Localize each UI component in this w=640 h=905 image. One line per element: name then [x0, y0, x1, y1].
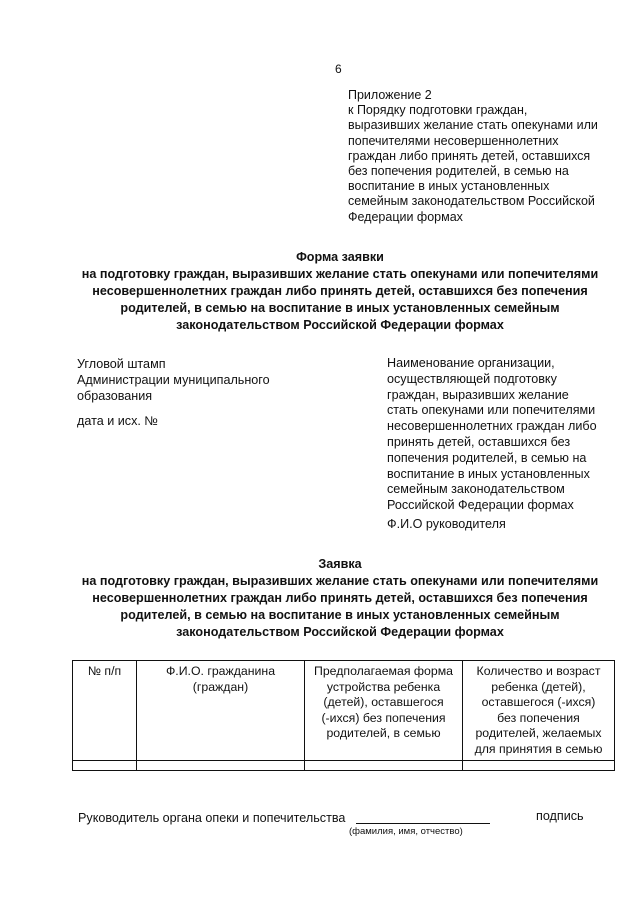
column-header-placement-form: Предполагаемая форма устройства ребенка (детей), оставшегося (-ихся) без попечения родителей, в семью [305, 661, 463, 761]
sender-line: образования [77, 389, 153, 403]
column-header-children-count-age: Количество и возраст ребенка (детей), оставшегося (-ихся) без попечения родителей, желаемых для принятия в семью [463, 661, 615, 761]
recipient-line: несовершеннолетних граждан либо [387, 419, 597, 434]
appendix-line: попечителями несовершеннолетних [348, 133, 559, 148]
recipient-line: воспитание в иных установленных [387, 466, 590, 481]
sender-line: Угловой штамп [77, 357, 166, 371]
appendix-line: выразивших желание стать опекунами или [348, 118, 598, 133]
appendix-line: к Порядку подготовки граждан, [348, 103, 528, 118]
form-title-line: Форма заявки [296, 250, 384, 264]
appendix-line: граждан либо принять детей, оставшихся [348, 148, 591, 163]
sender-line: Администрации муниципального [77, 373, 270, 387]
application-title-line: несовершеннолетних граждан либо принять детей, оставшихся без попечения [92, 591, 588, 605]
table-cell[interactable] [137, 761, 305, 771]
form-title-line: законодательством Российской Федерации формах [176, 318, 504, 332]
table-cell[interactable] [463, 761, 615, 771]
application-title-line: родителей, в семью на воспитание в иных установленных семейным [120, 608, 560, 622]
sender-stamp-block [77, 356, 270, 404]
application-title-line: законодательством Российской Федерации формах [176, 625, 504, 639]
form-title-line: несовершеннолетних граждан либо принять детей, оставшихся без попечения [92, 284, 588, 298]
table-cell[interactable] [305, 761, 463, 771]
appendix-line: без попечения родителей, в семью на [348, 164, 569, 179]
page-number: 6 [335, 62, 342, 76]
application-title-line: на подготовку граждан, выразивших желание стать опекунами или попечителями [81, 574, 599, 588]
appendix-line: семейным законодательством Российской [348, 194, 595, 209]
table-row [73, 761, 615, 771]
recipient-line: принять детей, оставшихся без [387, 434, 571, 449]
column-header-number: № п/п [73, 661, 137, 761]
recipient-line: Российской Федерации формах [387, 498, 574, 513]
appendix-line: Приложение 2 [348, 88, 432, 102]
appendix-line: воспитание в иных установленных [348, 179, 550, 194]
application-title [60, 556, 620, 641]
recipient-line: осуществляющей подготовку [387, 371, 557, 386]
form-title-line: на подготовку граждан, выразивших желание стать опекунами или попечителями [81, 267, 599, 281]
date-and-number: дата и исх. № [77, 414, 158, 428]
form-title [60, 249, 620, 334]
recipient-line: семейным законодательством [387, 482, 565, 497]
director-name: Ф.И.О руководителя [387, 517, 506, 531]
application-table [72, 660, 615, 771]
table-header-row [73, 661, 615, 761]
recipient-line: граждан, выразивших желание [387, 387, 569, 402]
recipient-line: стать опекунами или попечителями [387, 403, 596, 418]
name-signature-line[interactable] [356, 823, 490, 824]
form-title-line: родителей, в семью на воспитание в иных установленных семейным [120, 301, 560, 315]
table-cell[interactable] [73, 761, 137, 771]
appendix-reference [348, 88, 618, 225]
recipient-line: попечения родителей, в семью на [387, 450, 587, 465]
recipient-line: Наименование организации, [387, 356, 555, 370]
appendix-line: Федерации формах [348, 209, 463, 224]
guardianship-head-label: Руководитель органа опеки и попечительства [78, 811, 346, 825]
column-header-citizen-name: Ф.И.О. гражданина (граждан) [137, 661, 305, 761]
name-field-hint: (фамилия, имя, отчество) [349, 826, 463, 837]
signature-label: подпись [536, 809, 584, 823]
application-title-line: Заявка [318, 557, 362, 571]
recipient-block [387, 356, 627, 514]
